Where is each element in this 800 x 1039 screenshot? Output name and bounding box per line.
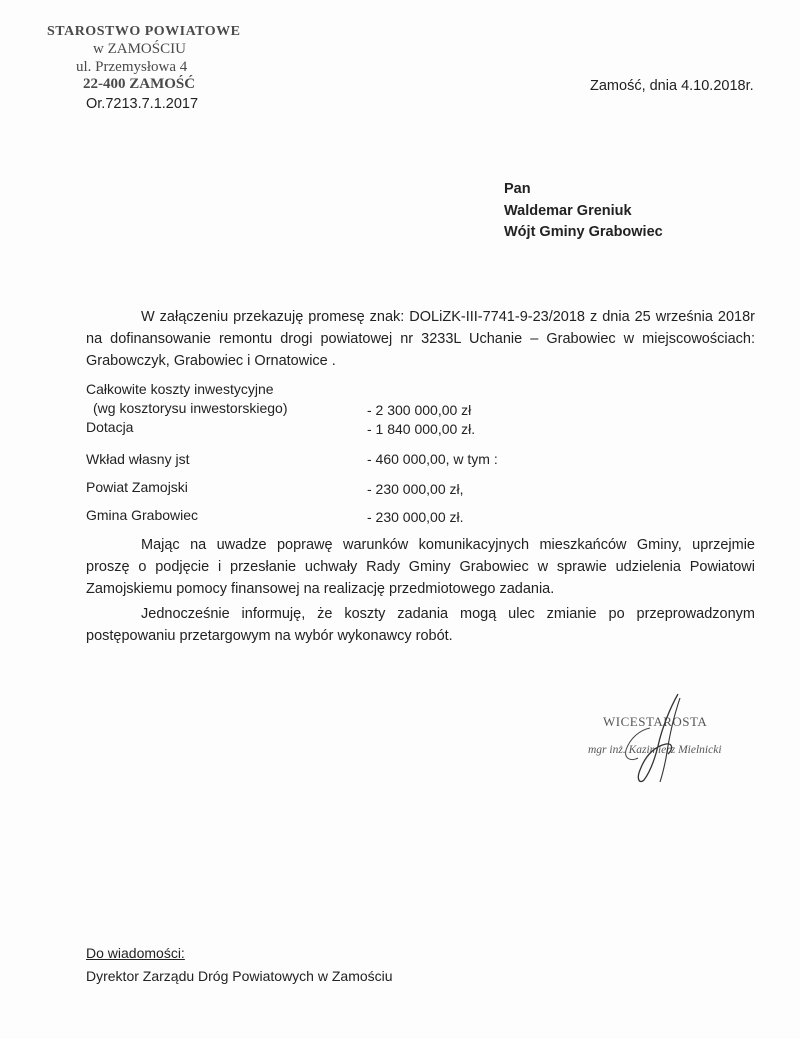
- paragraph-line: na dofinansowanie remontu drogi powiatowej nr 3233L Uchanie – Grabowiec w miejscowościach:: [86, 331, 755, 347]
- addressee-salutation: Pan: [504, 181, 531, 197]
- cost-value-gmina: - 230 000,00 zł.: [367, 509, 464, 525]
- cost-label-gmina: Gmina Grabowiec: [86, 507, 199, 523]
- paragraph-line: Jednocześnie informuję, że koszty zadania mogą ulec zmianie po przeprowadzonym: [141, 606, 755, 622]
- paragraph-line: Mając na uwadze poprawę warunków komunikacyjnych mieszkańców Gminy, uprzejmie: [141, 537, 755, 553]
- cost-value-grant: - 1 840 000,00 zł.: [367, 421, 476, 437]
- cost-label-total: Całkowite koszty inwestycyjne: [86, 381, 274, 397]
- handwritten-signature-icon: [600, 688, 700, 788]
- footer-heading: Do wiadomości:: [86, 945, 185, 961]
- addressee-title: Wójt Gminy Grabowiec: [504, 224, 663, 240]
- paragraph-line: proszę o podjęcie i przesłanie uchwały Rady Gminy Grabowiec w sprawie udzielenia Powiatowi: [86, 559, 755, 575]
- footer-recipient: Dyrektor Zarządu Dróg Powiatowych w Zamościu: [86, 968, 393, 984]
- date-line: Zamość, dnia 4.10.2018r.: [590, 78, 754, 94]
- stamp-line-4: 22-400 ZAMOŚĆ: [83, 76, 196, 92]
- cost-label-total-note: (wg kosztorysu inwestorskiego): [93, 400, 288, 416]
- cost-value-powiat: - 230 000,00 zł,: [367, 481, 464, 497]
- cost-value-total: - 2 300 000,00 zł: [367, 402, 472, 418]
- signature-name: mgr inż. Kazimierz Mielnicki: [588, 744, 722, 756]
- stamp-line-3: ul. Przemysłowa 4: [76, 59, 188, 75]
- paragraph-line: Zamojskiemu pomocy finansowej na realizację przedmiotowego zadania.: [86, 581, 555, 597]
- cost-label-own: Wkład własny jst: [86, 451, 190, 467]
- reference-number: Or.7213.7.1.2017: [86, 96, 199, 112]
- addressee-name: Waldemar Greniuk: [504, 203, 632, 219]
- cost-value-own: - 460 000,00, w tym :: [367, 451, 498, 467]
- stamp-line-2: w ZAMOŚCIU: [93, 41, 186, 57]
- paragraph-line: Grabowczyk, Grabowiec i Ornatowice .: [86, 353, 336, 369]
- cost-label-grant: Dotacja: [86, 419, 134, 435]
- signature-title: WICESTAROSTA: [603, 714, 708, 729]
- cost-label-powiat: Powiat Zamojski: [86, 479, 188, 495]
- stamp-line-1: STAROSTWO POWIATOWE: [47, 24, 241, 39]
- paragraph-line: W załączeniu przekazuję promesę znak: DOLiZK-III-7741-9-23/2018 z dnia 25 września 2018r: [141, 309, 755, 325]
- paragraph-line: postępowaniu przetargowym na wybór wykonawcy robót.: [86, 628, 453, 644]
